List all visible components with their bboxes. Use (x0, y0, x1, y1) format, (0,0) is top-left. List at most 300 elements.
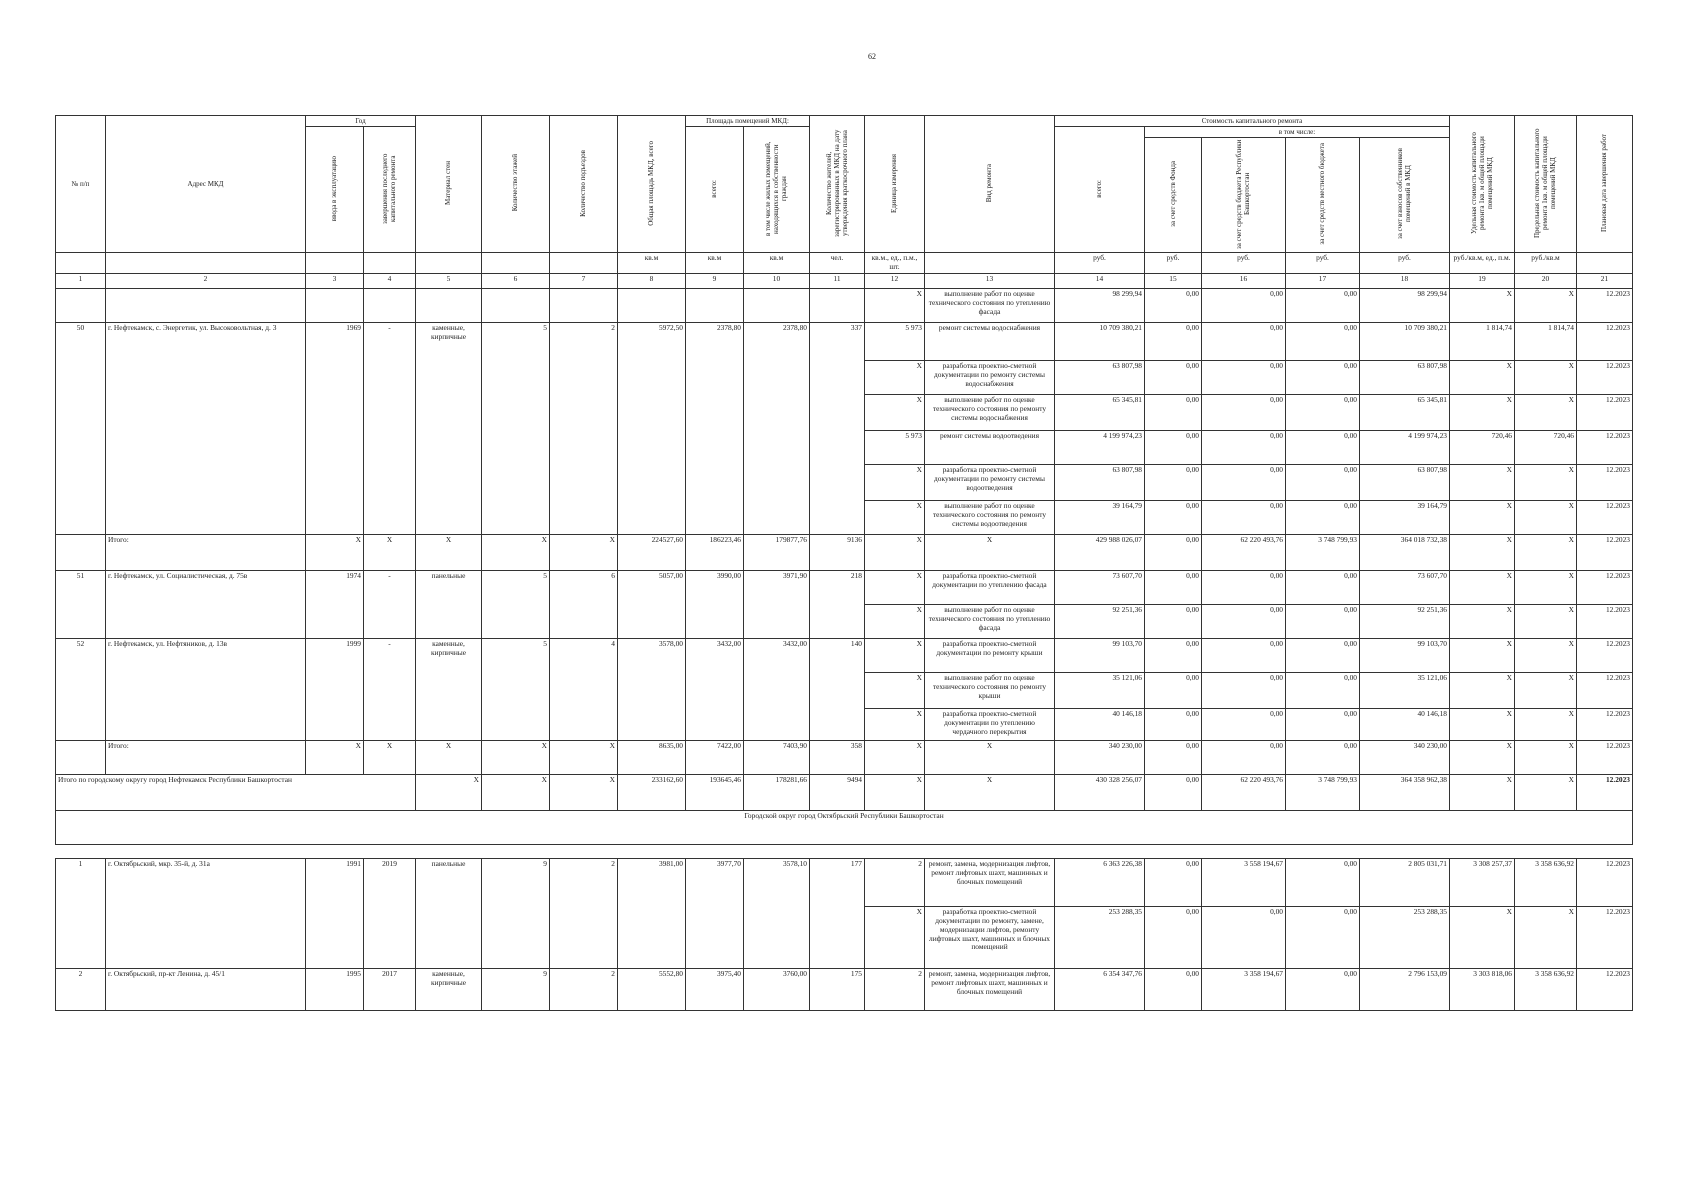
unit-cell: руб. (1286, 253, 1360, 274)
cell-owners: 364 358 962,38 (1360, 774, 1450, 810)
col-unit-cost-header: Удельная стоимость капитального ремонта 1кв. м общей площади помещений МКД (1469, 132, 1495, 235)
column-number: 7 (550, 273, 618, 288)
cell-date: 12.2023 (1577, 604, 1633, 638)
unit-cell: руб. (1360, 253, 1450, 274)
cell-ucost: X (1450, 604, 1515, 638)
cell-fund: 0,00 (1145, 968, 1202, 1010)
empty-cell (686, 288, 744, 322)
cell-owners: 40 146,18 (1360, 708, 1450, 740)
cell-rep: 3 358 194,67 (1202, 968, 1286, 1010)
cell-total: 99 103,70 (1055, 638, 1145, 672)
cell-ta: 233162,60 (618, 774, 686, 810)
cell-no (56, 534, 106, 570)
cell-y2: 2017 (364, 968, 416, 1010)
cell-en: 4 (550, 638, 618, 740)
cell-date: 12.2023 (1577, 708, 1633, 740)
cell-no (56, 740, 106, 774)
column-numbers-row (56, 273, 1633, 288)
cell-unit: X (865, 774, 925, 810)
cell-y2: - (364, 638, 416, 740)
cell-rep: 0,00 (1202, 360, 1286, 394)
cell-no: 2 (56, 968, 106, 1010)
cell-work: разработка проектно-сметной документации по ремонту крыши (925, 638, 1055, 672)
table-row (56, 740, 1633, 774)
cell-total: 340 230,00 (1055, 740, 1145, 774)
cell-en: 6 (550, 570, 618, 638)
cell-mat: X (416, 534, 482, 570)
cell-mcost: X (1515, 906, 1577, 968)
cell-local: 0,00 (1286, 672, 1360, 708)
unit-cell: кв.м., ед., п.м., шт. (865, 253, 925, 274)
cell-mcost: X (1515, 570, 1577, 604)
cell-date: 12.2023 (1577, 534, 1633, 570)
cell-unit: X (865, 534, 925, 570)
cell-work: выполнение работ по оценке технического состояния по ремонту системы водоснабжения (925, 394, 1055, 430)
cell-total: 39 164,79 (1055, 500, 1145, 534)
cell-pa: 3975,40 (686, 968, 744, 1010)
cell-rep: 0,00 (1202, 672, 1286, 708)
cell-ucost: X (1450, 672, 1515, 708)
cell-mat: каменные, кирпичные (416, 322, 482, 534)
cell-total: 6 354 347,76 (1055, 968, 1145, 1010)
column-number: 14 (1055, 273, 1145, 288)
empty-cell (106, 288, 306, 322)
column-number: 18 (1360, 273, 1450, 288)
cell-y1: 1999 (306, 638, 364, 740)
page-number: 62 (868, 52, 876, 61)
cell-addr: г. Октябрьский, мкр. 35-й, д. 31а (106, 858, 306, 968)
cell-en: X (550, 534, 618, 570)
cell-local: 0,00 (1286, 570, 1360, 604)
cell-date: 12.2023 (1577, 906, 1633, 968)
cell-rep: 0,00 (1202, 288, 1286, 322)
column-number: 5 (416, 273, 482, 288)
cell-fl: 5 (482, 570, 550, 638)
cell-mcost: X (1515, 604, 1577, 638)
cell-owners: 364 018 732,38 (1360, 534, 1450, 570)
cell-res: 140 (810, 638, 865, 740)
cell-mat: каменные, кирпичные (416, 968, 482, 1010)
col-year-commission-header: ввода в эксплуатацию (330, 155, 339, 222)
col-max-cost-header: Предельная стоимость капитального ремонта 1кв. м общей площади помещений МКД (1533, 128, 1558, 238)
cell-date: 12.2023 (1577, 360, 1633, 394)
cell-owners: 92 251,36 (1360, 604, 1450, 638)
column-number: 8 (618, 273, 686, 288)
cell-unit: X (865, 394, 925, 430)
cell-res: 218 (810, 570, 865, 638)
cell-rep: 0,00 (1202, 430, 1286, 464)
cell-date: 12.2023 (1577, 500, 1633, 534)
cell-no: 1 (56, 858, 106, 968)
table-row (56, 322, 1633, 360)
cell-work: ремонт, замена, модернизация лифтов, ремонт лифтовых шахт, машинных и блочных помещений (925, 968, 1055, 1010)
cell-pr: 3760,00 (744, 968, 810, 1010)
col-year-last-repair-header: завершения последнего капитального ремонта (381, 153, 398, 224)
col-work-type-header: Вид ремонта (985, 163, 994, 203)
col-cost-header: Стоимость капитального ремонта (1055, 116, 1450, 127)
cell-owners: 39 164,79 (1360, 500, 1450, 534)
cell-mcost: X (1515, 394, 1577, 430)
capital-repair-table (55, 115, 1633, 1011)
column-number: 15 (1145, 273, 1202, 288)
cell-date: 12.2023 (1577, 464, 1633, 500)
cell-date: 12.2023 (1577, 322, 1633, 360)
cell-ta: 224527,60 (618, 534, 686, 570)
cell-rep: 0,00 (1202, 906, 1286, 968)
cell-unit: X (865, 638, 925, 672)
cell-ucost: X (1450, 360, 1515, 394)
col-cost-local-header: за счет средств местного бюджета (1318, 143, 1327, 245)
spacer-row (56, 844, 1633, 858)
cell-ucost: X (1450, 534, 1515, 570)
col-premises-residential-header: в том числе жилых помещений, находящихся в собственности граждан (764, 141, 789, 236)
column-number: 10 (744, 273, 810, 288)
cell-addr: г. Нефтекамск, ул. Социалистическая, д. 75в (106, 570, 306, 638)
cell-owners: 99 103,70 (1360, 638, 1450, 672)
cell-fl: 5 (482, 638, 550, 740)
cell-rep: 62 220 493,76 (1202, 534, 1286, 570)
cell-fl: X (482, 534, 550, 570)
column-number: 21 (1577, 273, 1633, 288)
empty-cell (810, 288, 865, 322)
cell-ucost: X (1450, 570, 1515, 604)
cell-owners: 253 288,35 (1360, 906, 1450, 968)
cell-total: 35 121,06 (1055, 672, 1145, 708)
cell-date: 12.2023 (1577, 672, 1633, 708)
cell-en: 2 (550, 322, 618, 534)
cell-local: 0,00 (1286, 322, 1360, 360)
cell-owners: 2 805 031,71 (1360, 858, 1450, 906)
column-number: 20 (1515, 273, 1577, 288)
cell-fund: 0,00 (1145, 394, 1202, 430)
cell-addr: Итого: (106, 534, 306, 570)
cell-fl: 5 (482, 322, 550, 534)
cell-mcost: X (1515, 708, 1577, 740)
cell-total: 73 607,70 (1055, 570, 1145, 604)
cell-fund: 0,00 (1145, 604, 1202, 638)
cell-total: 63 807,98 (1055, 464, 1145, 500)
cell-no: 52 (56, 638, 106, 740)
cell-total: 40 146,18 (1055, 708, 1145, 740)
cell-mcost: 1 814,74 (1515, 322, 1577, 360)
column-number: 13 (925, 273, 1055, 288)
cell-date: 12.2023 (1577, 570, 1633, 604)
cell-owners: 73 607,70 (1360, 570, 1450, 604)
cell-date: 12.2023 (1577, 288, 1633, 322)
cell-fund: 0,00 (1145, 672, 1202, 708)
cell-mcost: 3 358 636,92 (1515, 858, 1577, 906)
column-number: 4 (364, 273, 416, 288)
cell-work: X (925, 534, 1055, 570)
cell-y1: 1969 (306, 322, 364, 534)
cell-no: 51 (56, 570, 106, 638)
table-row (56, 534, 1633, 570)
cell-mat: панельные (416, 570, 482, 638)
cell-local: 0,00 (1286, 740, 1360, 774)
cell-ta: 3578,00 (618, 638, 686, 740)
cell-unit: X (865, 708, 925, 740)
empty-cell (416, 288, 482, 322)
cell-ta: 3981,00 (618, 858, 686, 968)
table-row (56, 288, 1633, 322)
cell-pr: 179877,76 (744, 534, 810, 570)
col-address-header: Адрес МКД (106, 116, 306, 253)
column-number: 19 (1450, 273, 1515, 288)
column-number: 11 (810, 273, 865, 288)
cell-work: разработка проектно-сметной документации по утеплению чердачного перекрытия (925, 708, 1055, 740)
cell-ucost: 1 814,74 (1450, 322, 1515, 360)
cell-fund: 0,00 (1145, 288, 1202, 322)
cell-rep: 0,00 (1202, 740, 1286, 774)
col-date-header: Плановая дата завершения работ (1600, 134, 1609, 233)
cell-owners: 65 345,81 (1360, 394, 1450, 430)
cell-date: 12.2023 (1577, 430, 1633, 464)
cell-owners: 2 796 153,09 (1360, 968, 1450, 1010)
cell-pr: 2378,80 (744, 322, 810, 534)
cell-y2: X (364, 740, 416, 774)
cell-total: 92 251,36 (1055, 604, 1145, 638)
cell-mcost: X (1515, 534, 1577, 570)
cell-date: 12.2023 (1577, 394, 1633, 430)
cell-local: 0,00 (1286, 430, 1360, 464)
col-unit-header: Единица измерения (890, 153, 899, 213)
cell-rep: 0,00 (1202, 394, 1286, 430)
cell-rep: 0,00 (1202, 322, 1286, 360)
cell-fl: X (482, 740, 550, 774)
cell-pr: 3971,90 (744, 570, 810, 638)
col-cost-republic-header: за счет средств бюджета Республики Башкортостан (1235, 139, 1252, 249)
cell-local: 3 748 799,93 (1286, 534, 1360, 570)
section-title: Городской округ город Октябрьский Республики Башкортостан (56, 810, 1633, 844)
unit-cell: руб./кв.м (1515, 253, 1577, 274)
cell-unit: X (865, 288, 925, 322)
cell-pa: 3977,70 (686, 858, 744, 968)
cell-total: 6 363 226,38 (1055, 858, 1145, 906)
cell-local: 0,00 (1286, 464, 1360, 500)
cell-rep: 0,00 (1202, 638, 1286, 672)
cell-date: 12.2023 (1577, 740, 1633, 774)
unit-cell: кв.м (618, 253, 686, 274)
cell-unit: X (865, 464, 925, 500)
cell-ucost: 720,46 (1450, 430, 1515, 464)
cell-work: X (925, 774, 1055, 810)
cell-addr: г. Нефтекамск, ул. Нефтяников, д. 13в (106, 638, 306, 740)
cell-fund: 0,00 (1145, 740, 1202, 774)
cell-ucost: X (1450, 394, 1515, 430)
unit-cell: руб. (1145, 253, 1202, 274)
cell-owners: 10 709 380,21 (1360, 322, 1450, 360)
column-number: 2 (106, 273, 306, 288)
cell-pr: 7403,90 (744, 740, 810, 774)
cell-rep: 0,00 (1202, 500, 1286, 534)
cell-date: 12.2023 (1577, 638, 1633, 672)
col-total-area-header: Общая площадь МКД, всего (647, 140, 656, 226)
empty-cell (56, 288, 106, 322)
col-year-header: Год (306, 116, 416, 127)
cell-y1: 1991 (306, 858, 364, 968)
col-cost-total-header: всего: (1095, 179, 1104, 198)
cell-y1: X (306, 534, 364, 570)
empty-cell (618, 288, 686, 322)
cell-ucost: 3 308 257,37 (1450, 858, 1515, 906)
cell-unit: 2 (865, 968, 925, 1010)
cell-rep: 0,00 (1202, 604, 1286, 638)
cell-local: 0,00 (1286, 604, 1360, 638)
cell-fl: 9 (482, 968, 550, 1010)
cell-local: 0,00 (1286, 638, 1360, 672)
cell-pa: 3432,00 (686, 638, 744, 740)
cell-mat: X (416, 774, 482, 810)
units-row (56, 253, 1633, 274)
col-entrances-header: Количество подъездов (579, 149, 588, 217)
cell-date: 12.2023 (1577, 968, 1633, 1010)
cell-ucost: 3 303 818,06 (1450, 968, 1515, 1010)
col-cost-fund-header: за счет средств Фонда (1168, 161, 1177, 228)
cell-mcost: 720,46 (1515, 430, 1577, 464)
cell-ucost: X (1450, 500, 1515, 534)
cell-res: 9136 (810, 534, 865, 570)
table-row (56, 968, 1633, 1010)
table-row (56, 858, 1633, 906)
cell-unit: X (865, 570, 925, 604)
cell-fund: 0,00 (1145, 360, 1202, 394)
unit-cell: руб./кв.м, ед., п.м. (1450, 253, 1515, 274)
cell-mcost: X (1515, 360, 1577, 394)
cell-owners: 4 199 974,23 (1360, 430, 1450, 464)
cell-pr: 178281,66 (744, 774, 810, 810)
cell-unit: X (865, 740, 925, 774)
cell-fund: 0,00 (1145, 500, 1202, 534)
cell-unit: X (865, 672, 925, 708)
cell-fl: 9 (482, 858, 550, 968)
cell-work: выполнение работ по оценке технического состояния по ремонту крыши (925, 672, 1055, 708)
col-cost-owners-header: за счет взносов собственников помещений в МКД (1396, 148, 1413, 240)
cell-y1: 1974 (306, 570, 364, 638)
column-number: 16 (1202, 273, 1286, 288)
cell-work: выполнение работ по оценке технического состояния по утеплению фасада (925, 288, 1055, 322)
cell-owners: 98 299,94 (1360, 288, 1450, 322)
cell-local: 3 748 799,93 (1286, 774, 1360, 810)
cell-addr: г. Октябрьский, пр-кт Ленина, д. 45/1 (106, 968, 306, 1010)
spacer-cell (56, 844, 1633, 858)
cell-unit: X (865, 604, 925, 638)
col-cost-incl-header: в том числе: (1145, 127, 1450, 138)
cell-total: 63 807,98 (1055, 360, 1145, 394)
cell-pa: 193645,46 (686, 774, 744, 810)
unit-cell: кв.м (686, 253, 744, 274)
cell-owners: 35 121,06 (1360, 672, 1450, 708)
cell-work: разработка проектно-сметной документации по ремонту системы водоотведения (925, 464, 1055, 500)
cell-fund: 0,00 (1145, 858, 1202, 906)
cell-mat: каменные, кирпичные (416, 638, 482, 740)
cell-y2: 2019 (364, 858, 416, 968)
empty-cell (482, 288, 550, 322)
cell-mat: X (416, 740, 482, 774)
table-row (56, 570, 1633, 604)
cell-work: разработка проектно-сметной документации по ремонту системы водоснабжения (925, 360, 1055, 394)
column-number: 3 (306, 273, 364, 288)
cell-ucost: X (1450, 740, 1515, 774)
cell-y2: - (364, 570, 416, 638)
cell-ucost: X (1450, 708, 1515, 740)
cell-local: 0,00 (1286, 906, 1360, 968)
cell-unit: X (865, 500, 925, 534)
cell-y1: 1995 (306, 968, 364, 1010)
cell-no: 50 (56, 322, 106, 534)
unit-cell: руб. (1055, 253, 1145, 274)
empty-cell (364, 288, 416, 322)
col-floors-header: Количество этажей (511, 154, 520, 212)
cell-local: 0,00 (1286, 394, 1360, 430)
cell-en: 2 (550, 968, 618, 1010)
cell-mcost: 3 358 636,92 (1515, 968, 1577, 1010)
cell-total: 98 299,94 (1055, 288, 1145, 322)
unit-cell: кв.м (744, 253, 810, 274)
empty-cell (550, 288, 618, 322)
cell-unit: 5 973 (865, 430, 925, 464)
cell-owners: 63 807,98 (1360, 360, 1450, 394)
table-row (56, 638, 1633, 672)
cell-pa: 7422,00 (686, 740, 744, 774)
cell-work: разработка проектно-сметной документации по утеплению фасада (925, 570, 1055, 604)
cell-ucost: X (1450, 906, 1515, 968)
cell-en: X (550, 774, 618, 810)
cell-en: 2 (550, 858, 618, 968)
cell-addr: Итого: (106, 740, 306, 774)
cell-unit: X (865, 906, 925, 968)
empty-cell (306, 288, 364, 322)
cell-local: 0,00 (1286, 968, 1360, 1010)
cell-total: 65 345,81 (1055, 394, 1145, 430)
cell-res: 9494 (810, 774, 865, 810)
col-wall-material-header: Материал стен (444, 161, 453, 206)
cell-ucost: X (1450, 774, 1515, 810)
cell-mcost: X (1515, 288, 1577, 322)
cell-mcost: X (1515, 464, 1577, 500)
cell-fund: 0,00 (1145, 464, 1202, 500)
cell-fund: 0,00 (1145, 708, 1202, 740)
cell-mcost: X (1515, 672, 1577, 708)
cell-mcost: X (1515, 740, 1577, 774)
cell-ta: 5972,50 (618, 322, 686, 534)
cell-y1: X (306, 740, 364, 774)
cell-mat: панельные (416, 858, 482, 968)
cell-work: ремонт системы водоснабжения (925, 322, 1055, 360)
cell-ta: 8635,00 (618, 740, 686, 774)
cell-fund: 0,00 (1145, 906, 1202, 968)
cell-pr: 3578,10 (744, 858, 810, 968)
cell-rep: 0,00 (1202, 708, 1286, 740)
cell-pa: 3990,00 (686, 570, 744, 638)
cell-unit: X (865, 360, 925, 394)
cell-work: ремонт системы водоотведения (925, 430, 1055, 464)
table-row (56, 774, 1633, 810)
cell-fund: 0,00 (1145, 322, 1202, 360)
cell-ta: 5552,80 (618, 968, 686, 1010)
cell-rep: 62 220 493,76 (1202, 774, 1286, 810)
cell-res: 337 (810, 322, 865, 534)
cell-local: 0,00 (1286, 288, 1360, 322)
unit-cell: руб. (1202, 253, 1286, 274)
cell-ta: 5057,00 (618, 570, 686, 638)
column-number: 1 (56, 273, 106, 288)
cell-work: выполнение работ по оценке технического состояния по ремонту системы водоотведения (925, 500, 1055, 534)
cell-date: 12.2023 (1577, 774, 1633, 810)
cell-fund: 0,00 (1145, 774, 1202, 810)
cell-fund: 0,00 (1145, 570, 1202, 604)
cell-ucost: X (1450, 288, 1515, 322)
cell-mcost: X (1515, 500, 1577, 534)
